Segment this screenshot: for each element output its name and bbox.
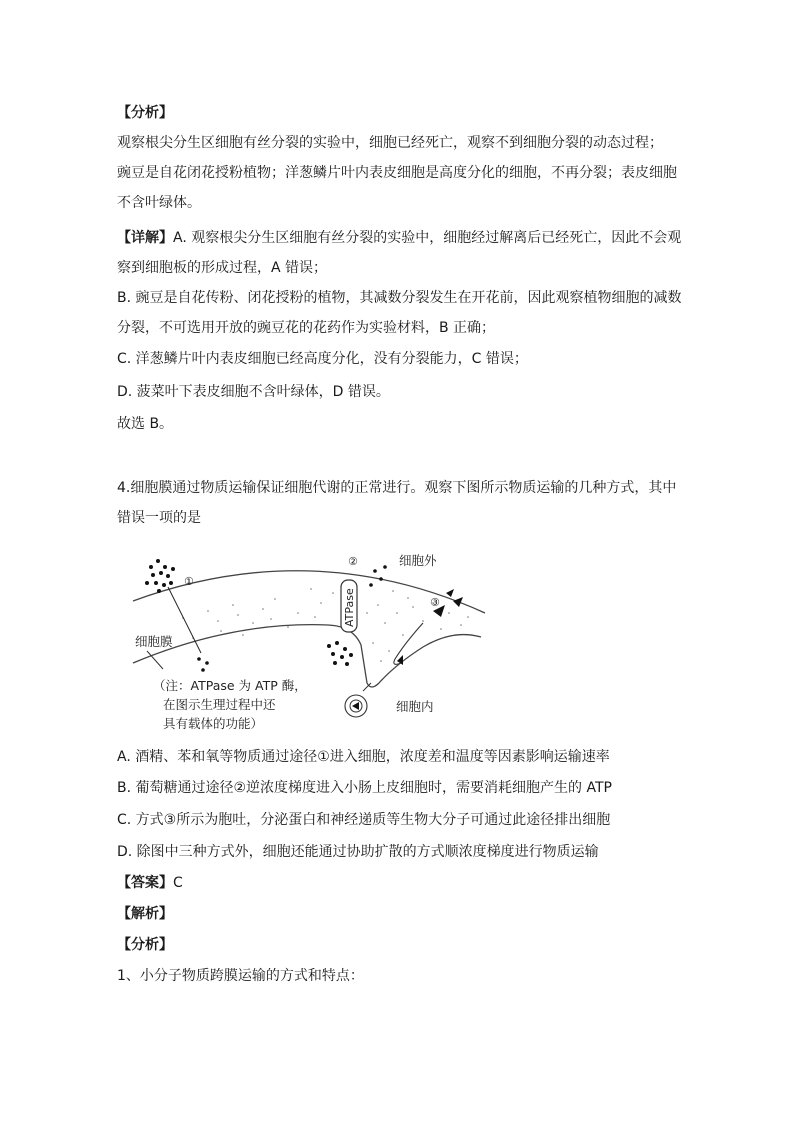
option-b: B. 葡萄糖通过途径②逆浓度梯度进入小肠上皮细胞时，需要消耗细胞产生的 ATP bbox=[117, 780, 612, 796]
diffusion-arrow bbox=[168, 587, 201, 653]
particles-inside-2 bbox=[327, 641, 353, 666]
answer-tag: 【答案】 bbox=[117, 875, 173, 891]
transport-figure bbox=[123, 543, 493, 735]
detail-line-4: 分裂，不可选用开放的豌豆花的花药作为实验材料，B 正确； bbox=[117, 320, 496, 336]
atpase-label: ATPase bbox=[343, 588, 356, 627]
analysis-next-heading: 【分析】 bbox=[117, 937, 173, 953]
detail-text-a: A. 观察根尖分生区细胞有丝分裂的实验中，细胞经过解离后已经死亡，因此不会观 bbox=[173, 230, 682, 246]
option-d: D. 除图中三种方式外，细胞还能通过协助扩散的方式顺浓度梯度进行物质运输 bbox=[117, 844, 599, 860]
answer-line bbox=[117, 873, 183, 893]
invagination bbox=[394, 623, 423, 664]
detail-heading: 【详解】 bbox=[117, 230, 173, 246]
analysis-line-3: 不含叶绿体。 bbox=[117, 195, 201, 211]
circle-number-2: ② bbox=[348, 555, 358, 568]
detail-line-5: C. 洋葱鳞片叶内表皮细胞已经高度分化，没有分裂能力，C 错误； bbox=[117, 351, 528, 367]
option-a: A. 酒精、苯和氧等物质通过途径①进入细胞，浓度差和温度等因素影响运输速率 bbox=[117, 749, 610, 765]
circle-number-1: ① bbox=[184, 575, 194, 588]
note-line-2: 在图示生理过程中还 bbox=[163, 697, 276, 712]
particles-outside-2 bbox=[369, 565, 387, 587]
outside-label: 细胞外 bbox=[399, 553, 437, 568]
detail-line-2: 察到细胞板的形成过程，A 错误； bbox=[117, 260, 328, 276]
option-c: C. 方式③所示为胞吐，分泌蛋白和神经递质等生物大分子可通过此途径排出细胞 bbox=[117, 812, 611, 828]
detail-line-7: 故选 B。 bbox=[117, 416, 174, 432]
question-line-2: 错误一项的是 bbox=[117, 510, 201, 526]
detail-line-1 bbox=[117, 228, 681, 248]
vesicle-particle bbox=[352, 702, 359, 710]
circle-number-3: ③ bbox=[430, 596, 440, 609]
jiexi-heading: 【解析】 bbox=[117, 906, 173, 922]
analysis-next-line: 1、小分子物质跨膜运输的方式和特点： bbox=[117, 968, 364, 984]
answer-value: C bbox=[173, 875, 183, 891]
analysis-line-1: 观察根尖分生区细胞有丝分裂的实验中，细胞已经死亡，观察不到细胞分裂的动态过程； bbox=[117, 135, 663, 151]
particles-outside-1 bbox=[145, 559, 175, 593]
particles-inside-1 bbox=[197, 657, 209, 672]
note-line-3: 具有载体的功能） bbox=[163, 716, 264, 731]
detail-line-3: B. 豌豆是自花传粉、闭花授粉的植物，其减数分裂发生在开花前，因此观察植物细胞的减数 bbox=[117, 290, 682, 306]
inside-label: 细胞内 bbox=[396, 699, 434, 714]
particle-outside-3c bbox=[446, 589, 454, 597]
detail-line-6: D. 菠菜叶下表皮细胞不含叶绿体，D 错误。 bbox=[117, 384, 390, 400]
analysis-heading: 【分析】 bbox=[117, 105, 173, 121]
analysis-line-2: 豌豆是自花闭花授粉植物；洋葱鳞片叶内表皮细胞是高度分化的细胞，不再分裂；表皮细胞 bbox=[117, 165, 677, 181]
question-line-1: 4.细胞膜通过物质运输保证细胞代谢的正常进行。观察下图所示物质运输的几种方式，其中 bbox=[117, 480, 677, 496]
membrane-diagram bbox=[123, 543, 493, 735]
note-line-1: （注：ATPase 为 ATP 酶， bbox=[153, 678, 307, 693]
membrane-label: 细胞膜 bbox=[135, 634, 173, 649]
particle-outside-3b bbox=[453, 597, 463, 607]
